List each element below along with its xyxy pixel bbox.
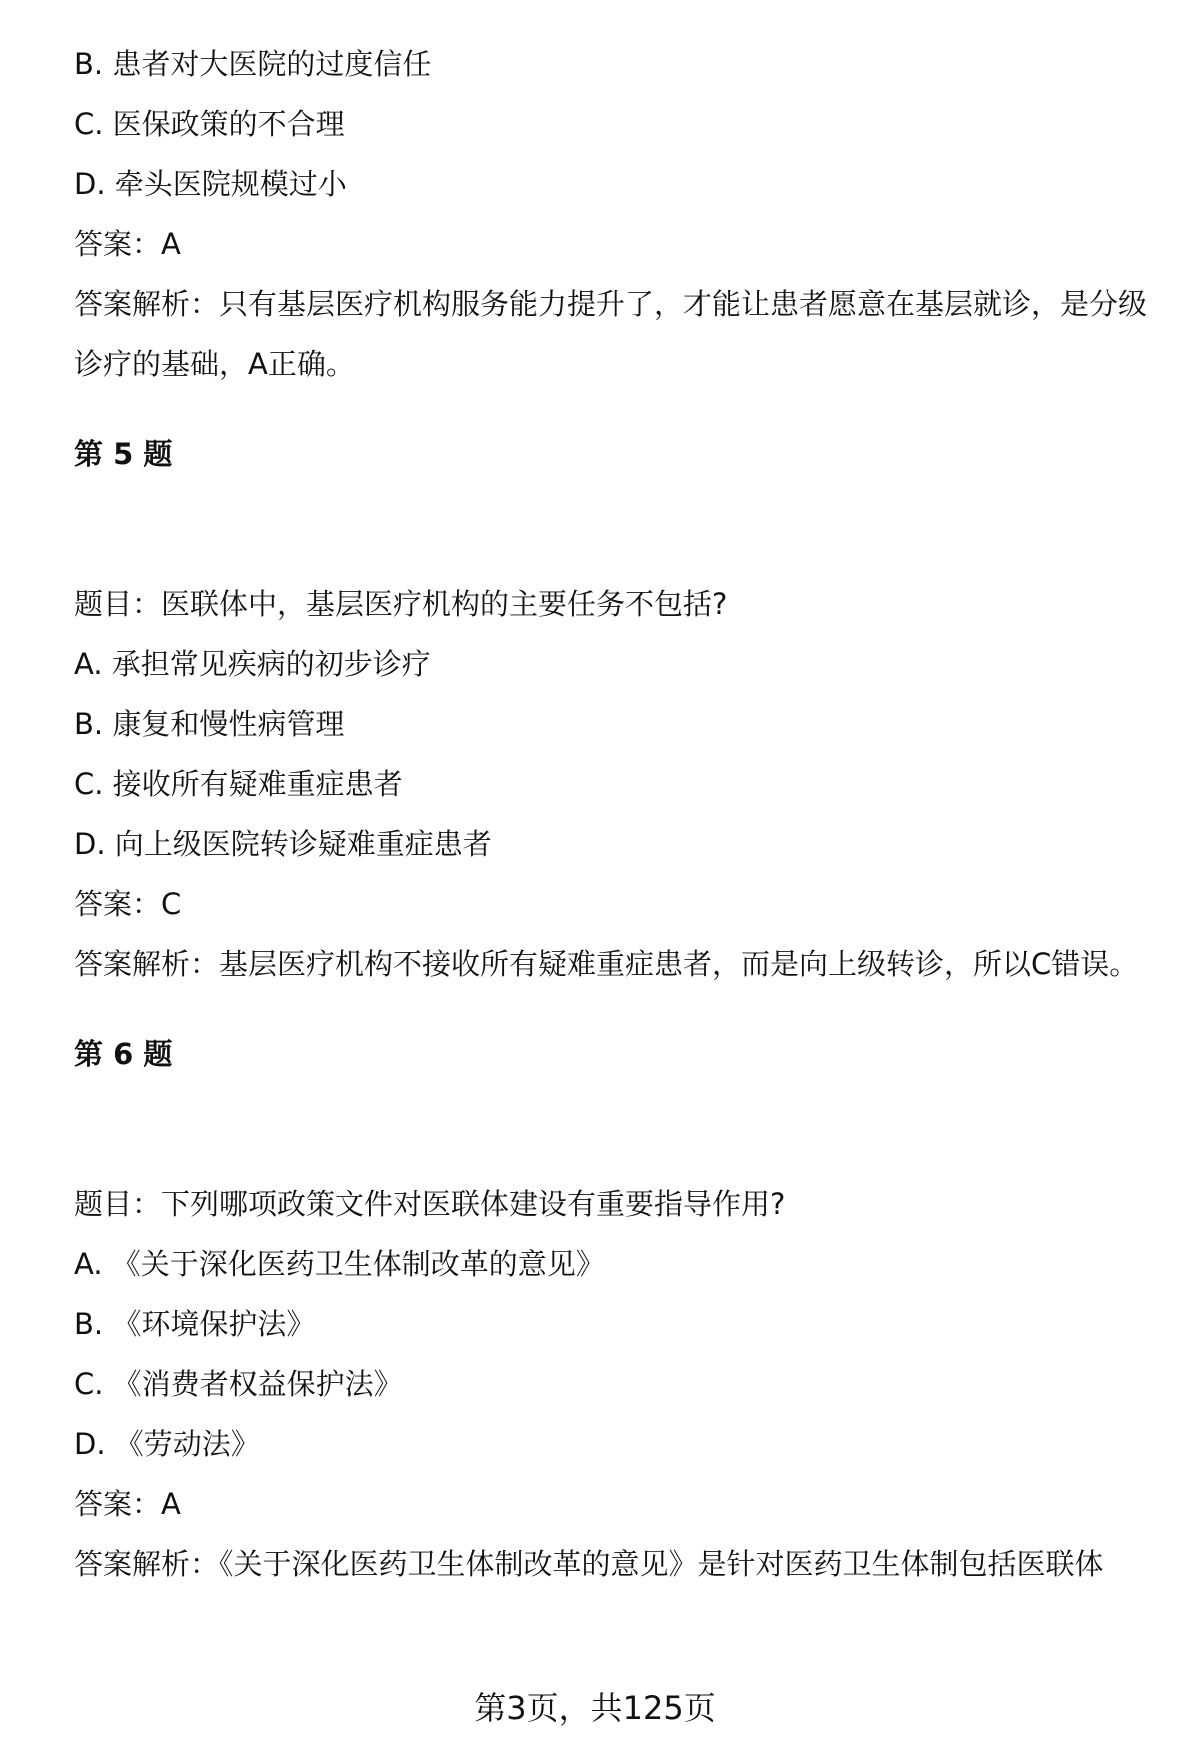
question-5-answer: 答案：C bbox=[74, 887, 182, 921]
prev-option-b: B. 患者对大医院的过度信任 bbox=[74, 47, 432, 81]
question-6-explanation: 答案解析：《关于深化医药卫生体制改革的意见》是针对医药卫生体制包括医联体 bbox=[74, 1547, 1104, 1581]
question-5-option-c: C. 接收所有疑难重症患者 bbox=[74, 767, 403, 801]
question-6-answer: 答案：A bbox=[74, 1487, 181, 1521]
question-5-explanation: 答案解析：基层医疗机构不接收所有疑难重症患者，而是向上级转诊，所以C错误。 bbox=[74, 947, 1139, 981]
question-6-heading: 第 6 题 bbox=[74, 1037, 173, 1071]
prev-answer: 答案：A bbox=[74, 227, 181, 261]
question-5-option-a: A. 承担常见疾病的初步诊疗 bbox=[74, 647, 431, 681]
prev-option-c: C. 医保政策的不合理 bbox=[74, 107, 345, 141]
question-5-option-b: B. 康复和慢性病管理 bbox=[74, 707, 345, 741]
page-footer: 第3页，共125页 bbox=[474, 1689, 716, 1727]
question-5-heading: 第 5 题 bbox=[74, 437, 173, 471]
question-6-option-c: C. 《消费者权益保护法》 bbox=[74, 1367, 403, 1401]
question-6-prompt: 题目：下列哪项政策文件对医联体建设有重要指导作用? bbox=[74, 1187, 786, 1221]
question-6-option-d: D. 《劳动法》 bbox=[74, 1427, 260, 1461]
question-5-option-d: D. 向上级医院转诊疑难重症患者 bbox=[74, 827, 492, 861]
page-content bbox=[74, 0, 1164, 1594]
question-6-option-a: A. 《关于深化医药卫生体制改革的意见》 bbox=[74, 1247, 605, 1281]
question-5-prompt: 题目：医联体中，基层医疗机构的主要任务不包括? bbox=[74, 587, 728, 621]
prev-option-d: D. 牵头医院规模过小 bbox=[74, 167, 347, 201]
prev-explanation: 答案解析：只有基层医疗机构服务能力提升了，才能让患者愿意在基层就诊，是分级诊疗的基础，A正确。 bbox=[74, 287, 1148, 381]
question-6-option-b: B. 《环境保护法》 bbox=[74, 1307, 316, 1341]
